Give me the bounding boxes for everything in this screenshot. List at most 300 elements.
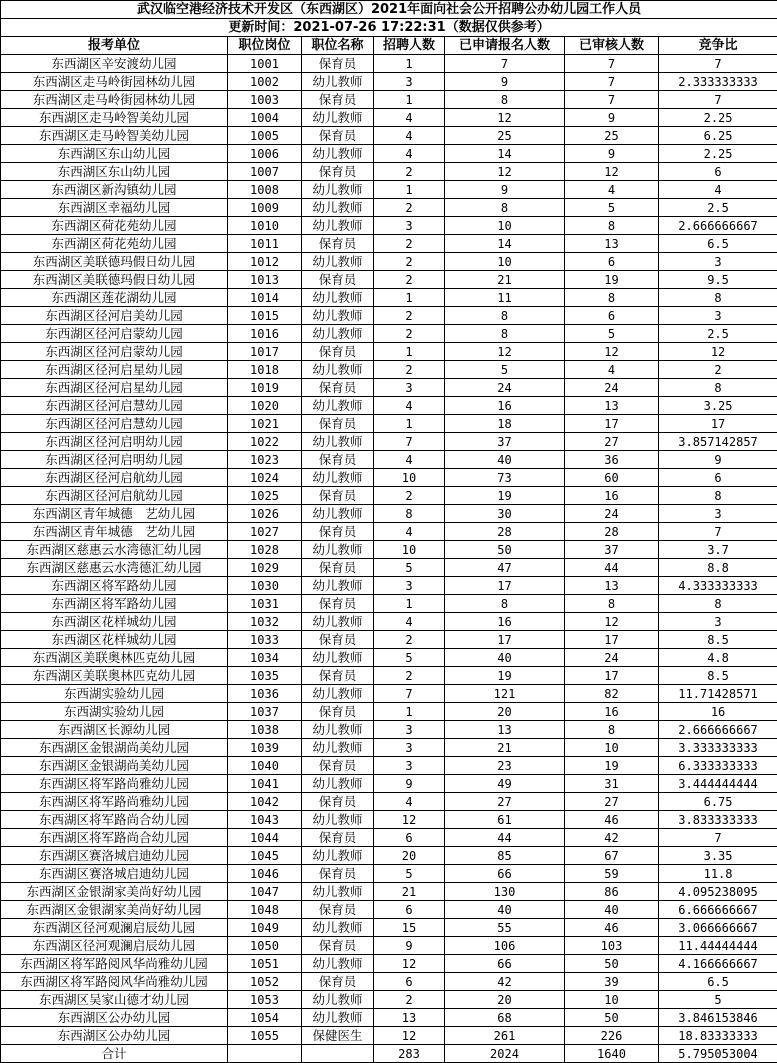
recruit-count-cell: 2 (374, 253, 445, 271)
position-code-cell: 1045 (228, 847, 302, 865)
table-row (1, 757, 777, 775)
position-name-cell: 幼儿教师 (302, 217, 374, 235)
table-row (1, 199, 777, 217)
position-name-cell: 幼儿教师 (302, 73, 374, 91)
position-name-cell: 幼儿教师 (302, 469, 374, 487)
approved-count-cell: 25 (565, 127, 659, 145)
recruit-count-cell: 2 (374, 271, 445, 289)
ratio-cell: 11.8 (659, 865, 777, 883)
table-row (1, 793, 777, 811)
total-recruit: 283 (374, 1045, 445, 1063)
applied-count-cell: 40 (445, 901, 565, 919)
position-code-cell: 1054 (228, 1009, 302, 1027)
recruit-count-cell: 3 (374, 379, 445, 397)
total-applied: 2024 (445, 1045, 565, 1063)
ratio-cell: 6 (659, 469, 777, 487)
recruit-count-cell: 3 (374, 577, 445, 595)
ratio-cell: 6.333333333 (659, 757, 777, 775)
recruit-count-cell: 9 (374, 775, 445, 793)
position-name-cell: 幼儿教师 (302, 505, 374, 523)
position-code-cell: 1051 (228, 955, 302, 973)
position-name-cell: 保育员 (302, 163, 374, 181)
recruit-count-cell: 1 (374, 181, 445, 199)
table-row (1, 361, 777, 379)
approved-count-cell: 7 (565, 91, 659, 109)
unit-cell: 东西湖区径河启慧幼儿园 (1, 415, 228, 433)
unit-cell: 东西湖区将军路尚雅幼儿园 (1, 793, 228, 811)
approved-count-cell: 17 (565, 667, 659, 685)
position-code-cell: 1013 (228, 271, 302, 289)
applied-count-cell: 55 (445, 919, 565, 937)
ratio-cell: 4.8 (659, 649, 777, 667)
position-name-cell: 保育员 (302, 667, 374, 685)
position-name-cell: 幼儿教师 (302, 739, 374, 757)
recruit-count-cell: 10 (374, 541, 445, 559)
position-name-cell: 幼儿教师 (302, 775, 374, 793)
ratio-cell: 2.666666667 (659, 721, 777, 739)
applied-count-cell: 44 (445, 829, 565, 847)
position-name-cell: 幼儿教师 (302, 397, 374, 415)
column-header: 职位岗位 (228, 37, 302, 55)
position-code-cell: 1040 (228, 757, 302, 775)
ratio-cell: 12 (659, 343, 777, 361)
approved-count-cell: 82 (565, 685, 659, 703)
approved-count-cell: 7 (565, 73, 659, 91)
position-name-cell: 幼儿教师 (302, 433, 374, 451)
recruit-count-cell: 4 (374, 127, 445, 145)
applied-count-cell: 61 (445, 811, 565, 829)
applied-count-cell: 73 (445, 469, 565, 487)
applied-count-cell: 50 (445, 541, 565, 559)
approved-count-cell: 13 (565, 577, 659, 595)
ratio-cell: 3 (659, 307, 777, 325)
ratio-cell: 8.5 (659, 631, 777, 649)
approved-count-cell: 31 (565, 775, 659, 793)
applied-count-cell: 17 (445, 577, 565, 595)
recruit-count-cell: 2 (374, 325, 445, 343)
unit-cell: 东西湖区金银湖尚美幼儿园 (1, 757, 228, 775)
position-code-cell: 1033 (228, 631, 302, 649)
unit-cell: 东西湖区荷花苑幼儿园 (1, 235, 228, 253)
unit-cell: 东西湖区径河启航幼儿园 (1, 469, 228, 487)
recruit-count-cell: 4 (374, 397, 445, 415)
position-code-cell: 1050 (228, 937, 302, 955)
applied-count-cell: 8 (445, 595, 565, 613)
table-row (1, 811, 777, 829)
position-code-cell: 1004 (228, 109, 302, 127)
table-row (1, 1009, 777, 1027)
approved-count-cell: 46 (565, 811, 659, 829)
applied-count-cell: 66 (445, 955, 565, 973)
unit-cell: 东西湖区径河启星幼儿园 (1, 361, 228, 379)
approved-count-cell: 6 (565, 253, 659, 271)
table-row (1, 919, 777, 937)
ratio-cell: 2.5 (659, 325, 777, 343)
ratio-cell: 9.5 (659, 271, 777, 289)
recruit-count-cell: 2 (374, 163, 445, 181)
position-name-cell: 幼儿教师 (302, 541, 374, 559)
applied-count-cell: 8 (445, 325, 565, 343)
position-code-cell: 1002 (228, 73, 302, 91)
unit-cell: 东西湖区金银湖家美尚好幼儿园 (1, 901, 228, 919)
position-code-cell: 1036 (228, 685, 302, 703)
position-code-cell: 1007 (228, 163, 302, 181)
total-label: 合计 (1, 1045, 228, 1063)
recruit-count-cell: 12 (374, 811, 445, 829)
approved-count-cell: 50 (565, 955, 659, 973)
applied-count-cell: 8 (445, 307, 565, 325)
table-row (1, 649, 777, 667)
applied-count-cell: 30 (445, 505, 565, 523)
position-name-cell: 幼儿教师 (302, 991, 374, 1009)
position-code-cell: 1044 (228, 829, 302, 847)
ratio-cell: 3.833333333 (659, 811, 777, 829)
position-code-cell: 1008 (228, 181, 302, 199)
approved-count-cell: 17 (565, 631, 659, 649)
table-row (1, 415, 777, 433)
table-row (1, 667, 777, 685)
position-name-cell: 保育员 (302, 865, 374, 883)
ratio-cell: 6.666666667 (659, 901, 777, 919)
approved-count-cell: 37 (565, 541, 659, 559)
recruit-count-cell: 2 (374, 199, 445, 217)
approved-count-cell: 16 (565, 703, 659, 721)
position-name-cell: 幼儿教师 (302, 253, 374, 271)
ratio-cell: 8 (659, 595, 777, 613)
approved-count-cell: 59 (565, 865, 659, 883)
unit-cell: 东西湖区东山幼儿园 (1, 163, 228, 181)
position-name-cell: 幼儿教师 (302, 811, 374, 829)
table-row (1, 433, 777, 451)
position-name-cell: 保育员 (302, 973, 374, 991)
ratio-cell: 8 (659, 379, 777, 397)
recruit-count-cell: 12 (374, 1027, 445, 1045)
applied-count-cell: 12 (445, 109, 565, 127)
table-row (1, 505, 777, 523)
unit-cell: 东西湖区青年城德 艺幼儿园 (1, 505, 228, 523)
position-name-cell: 幼儿教师 (302, 325, 374, 343)
approved-count-cell: 24 (565, 649, 659, 667)
position-code-cell: 1053 (228, 991, 302, 1009)
table-row (1, 379, 777, 397)
position-code-cell: 1017 (228, 343, 302, 361)
position-code-cell: 1029 (228, 559, 302, 577)
applied-count-cell: 40 (445, 451, 565, 469)
position-code-cell: 1042 (228, 793, 302, 811)
applied-count-cell: 24 (445, 379, 565, 397)
table-row (1, 73, 777, 91)
position-name-cell: 保育员 (302, 235, 374, 253)
position-code-cell: 1038 (228, 721, 302, 739)
unit-cell: 东西湖区径河观澜启辰幼儿园 (1, 937, 228, 955)
recruit-count-cell: 3 (374, 217, 445, 235)
position-name-cell: 保育员 (302, 901, 374, 919)
position-name-cell: 保育员 (302, 937, 374, 955)
applied-count-cell: 10 (445, 217, 565, 235)
table-row (1, 901, 777, 919)
recruit-count-cell: 7 (374, 685, 445, 703)
table-row (1, 271, 777, 289)
applied-count-cell: 13 (445, 721, 565, 739)
table-row (1, 577, 777, 595)
position-name-cell: 保育员 (302, 793, 374, 811)
position-name-cell: 保育员 (302, 451, 374, 469)
column-header: 已审核人数 (565, 37, 659, 55)
recruit-count-cell: 1 (374, 91, 445, 109)
unit-cell: 东西湖区将军路尚合幼儿园 (1, 811, 228, 829)
table-row (1, 703, 777, 721)
position-code-cell: 1034 (228, 649, 302, 667)
approved-count-cell: 9 (565, 109, 659, 127)
position-code-cell: 1046 (228, 865, 302, 883)
table-row (1, 847, 777, 865)
recruit-count-cell: 2 (374, 991, 445, 1009)
table-row (1, 343, 777, 361)
update-time: 更新时间：2021-07-26 17:22:31（数据仅供参考） (1, 19, 777, 37)
position-code-cell: 1037 (228, 703, 302, 721)
position-code-cell: 1030 (228, 577, 302, 595)
recruit-count-cell: 2 (374, 361, 445, 379)
recruit-count-cell: 1 (374, 415, 445, 433)
table-row (1, 775, 777, 793)
ratio-cell: 8.5 (659, 667, 777, 685)
applied-count-cell: 14 (445, 145, 565, 163)
position-name-cell: 保健医生 (302, 1027, 374, 1045)
total-empty (302, 1045, 374, 1063)
table-row (1, 991, 777, 1009)
recruit-count-cell: 2 (374, 631, 445, 649)
recruit-count-cell: 1 (374, 595, 445, 613)
recruit-count-cell: 5 (374, 865, 445, 883)
table-row (1, 325, 777, 343)
ratio-cell: 9 (659, 451, 777, 469)
position-code-cell: 1006 (228, 145, 302, 163)
table-row (1, 145, 777, 163)
table-row (1, 865, 777, 883)
unit-cell: 东西湖区径河启蒙幼儿园 (1, 343, 228, 361)
approved-count-cell: 27 (565, 793, 659, 811)
approved-count-cell: 67 (565, 847, 659, 865)
position-code-cell: 1003 (228, 91, 302, 109)
position-name-cell: 保育员 (302, 91, 374, 109)
recruit-count-cell: 15 (374, 919, 445, 937)
position-code-cell: 1016 (228, 325, 302, 343)
approved-count-cell: 10 (565, 739, 659, 757)
applied-count-cell: 9 (445, 73, 565, 91)
table-row (1, 973, 777, 991)
unit-cell: 东西湖区美联奥林匹克幼儿园 (1, 667, 228, 685)
ratio-cell: 4.333333333 (659, 577, 777, 595)
approved-count-cell: 8 (565, 217, 659, 235)
approved-count-cell: 5 (565, 199, 659, 217)
position-name-cell: 幼儿教师 (302, 289, 374, 307)
applied-count-cell: 23 (445, 757, 565, 775)
table-row (1, 1027, 777, 1045)
table-row (1, 235, 777, 253)
total-empty (228, 1045, 302, 1063)
position-name-cell: 保育员 (302, 379, 374, 397)
unit-cell: 东西湖区公办幼儿园 (1, 1027, 228, 1045)
applied-count-cell: 10 (445, 253, 565, 271)
position-name-cell: 幼儿教师 (302, 685, 374, 703)
position-code-cell: 1047 (228, 883, 302, 901)
unit-cell: 东西湖区莲花湖幼儿园 (1, 289, 228, 307)
table-row (1, 955, 777, 973)
position-code-cell: 1021 (228, 415, 302, 433)
position-name-cell: 保育员 (302, 415, 374, 433)
approved-count-cell: 19 (565, 271, 659, 289)
ratio-cell: 6.75 (659, 793, 777, 811)
recruit-count-cell: 7 (374, 433, 445, 451)
unit-cell: 东西湖区将军路幼儿园 (1, 577, 228, 595)
position-code-cell: 1041 (228, 775, 302, 793)
approved-count-cell: 10 (565, 991, 659, 1009)
table-row (1, 163, 777, 181)
recruit-count-cell: 1 (374, 55, 445, 73)
recruit-count-cell: 4 (374, 613, 445, 631)
approved-count-cell: 16 (565, 487, 659, 505)
recruit-count-cell: 20 (374, 847, 445, 865)
ratio-cell: 11.71428571 (659, 685, 777, 703)
approved-count-cell: 7 (565, 55, 659, 73)
position-code-cell: 1025 (228, 487, 302, 505)
applied-count-cell: 40 (445, 649, 565, 667)
table-row (1, 829, 777, 847)
ratio-cell: 4 (659, 181, 777, 199)
approved-count-cell: 226 (565, 1027, 659, 1045)
unit-cell: 东西湖区公办幼儿园 (1, 1009, 228, 1027)
approved-count-cell: 46 (565, 919, 659, 937)
approved-count-cell: 19 (565, 757, 659, 775)
recruit-count-cell: 12 (374, 955, 445, 973)
recruit-count-cell: 1 (374, 703, 445, 721)
applied-count-cell: 85 (445, 847, 565, 865)
ratio-cell: 3 (659, 505, 777, 523)
ratio-cell: 11.44444444 (659, 937, 777, 955)
unit-cell: 东西湖区青年城德 艺幼儿园 (1, 523, 228, 541)
applied-count-cell: 20 (445, 991, 565, 1009)
position-name-cell: 保育员 (302, 631, 374, 649)
recruit-count-cell: 10 (374, 469, 445, 487)
approved-count-cell: 5 (565, 325, 659, 343)
recruit-count-cell: 2 (374, 235, 445, 253)
unit-cell: 东西湖区金银湖尚美幼儿园 (1, 739, 228, 757)
applied-count-cell: 261 (445, 1027, 565, 1045)
total-row (1, 1045, 777, 1063)
position-name-cell: 幼儿教师 (302, 109, 374, 127)
header-row (1, 37, 777, 55)
approved-count-cell: 44 (565, 559, 659, 577)
position-name-cell: 幼儿教师 (302, 847, 374, 865)
position-code-cell: 1039 (228, 739, 302, 757)
recruit-count-cell: 21 (374, 883, 445, 901)
table-row (1, 721, 777, 739)
ratio-cell: 3.066666667 (659, 919, 777, 937)
position-code-cell: 1052 (228, 973, 302, 991)
approved-count-cell: 28 (565, 523, 659, 541)
position-name-cell: 幼儿教师 (302, 145, 374, 163)
total-approved: 1640 (565, 1045, 659, 1063)
approved-count-cell: 4 (565, 361, 659, 379)
position-name-cell: 幼儿教师 (302, 181, 374, 199)
table-row (1, 127, 777, 145)
approved-count-cell: 60 (565, 469, 659, 487)
position-code-cell: 1043 (228, 811, 302, 829)
unit-cell: 东西湖区荷花苑幼儿园 (1, 217, 228, 235)
ratio-cell: 7 (659, 523, 777, 541)
ratio-cell: 3.846153846 (659, 1009, 777, 1027)
applied-count-cell: 8 (445, 91, 565, 109)
position-name-cell: 保育员 (302, 487, 374, 505)
approved-count-cell: 9 (565, 145, 659, 163)
position-name-cell: 幼儿教师 (302, 307, 374, 325)
recruit-count-cell: 13 (374, 1009, 445, 1027)
table-row (1, 307, 777, 325)
table-row (1, 541, 777, 559)
table-row (1, 595, 777, 613)
applied-count-cell: 106 (445, 937, 565, 955)
unit-cell: 东西湖区东山幼儿园 (1, 145, 228, 163)
ratio-cell: 2 (659, 361, 777, 379)
unit-cell: 东西湖区辛安渡幼儿园 (1, 55, 228, 73)
approved-count-cell: 24 (565, 379, 659, 397)
unit-cell: 东西湖区慈惠云水湾德汇幼儿园 (1, 541, 228, 559)
table-row (1, 469, 777, 487)
applied-count-cell: 17 (445, 631, 565, 649)
applied-count-cell: 68 (445, 1009, 565, 1027)
position-code-cell: 1018 (228, 361, 302, 379)
position-name-cell: 保育员 (302, 55, 374, 73)
table-row (1, 289, 777, 307)
applied-count-cell: 28 (445, 523, 565, 541)
position-name-cell: 幼儿教师 (302, 577, 374, 595)
position-name-cell: 幼儿教师 (302, 955, 374, 973)
position-code-cell: 1011 (228, 235, 302, 253)
table-row (1, 55, 777, 73)
table-row (1, 613, 777, 631)
position-name-cell: 幼儿教师 (302, 919, 374, 937)
recruit-count-cell: 2 (374, 667, 445, 685)
approved-count-cell: 42 (565, 829, 659, 847)
applied-count-cell: 42 (445, 973, 565, 991)
position-code-cell: 1010 (228, 217, 302, 235)
table-row (1, 523, 777, 541)
applied-count-cell: 7 (445, 55, 565, 73)
ratio-cell: 6.5 (659, 235, 777, 253)
ratio-cell: 6.5 (659, 973, 777, 991)
approved-count-cell: 4 (565, 181, 659, 199)
position-code-cell: 1015 (228, 307, 302, 325)
ratio-cell: 3.333333333 (659, 739, 777, 757)
position-name-cell: 保育员 (302, 559, 374, 577)
table-row (1, 217, 777, 235)
unit-cell: 东西湖区走马岭智美幼儿园 (1, 127, 228, 145)
unit-cell: 东西湖区吴家山德才幼儿园 (1, 991, 228, 1009)
unit-cell: 东西湖区美联德玛假日幼儿园 (1, 253, 228, 271)
recruit-count-cell: 6 (374, 973, 445, 991)
approved-count-cell: 36 (565, 451, 659, 469)
table-row (1, 91, 777, 109)
table-row (1, 739, 777, 757)
position-code-cell: 1035 (228, 667, 302, 685)
table-row (1, 109, 777, 127)
applied-count-cell: 21 (445, 271, 565, 289)
applied-count-cell: 21 (445, 739, 565, 757)
recruit-count-cell: 3 (374, 73, 445, 91)
approved-count-cell: 24 (565, 505, 659, 523)
applied-count-cell: 37 (445, 433, 565, 451)
ratio-cell: 2.5 (659, 199, 777, 217)
